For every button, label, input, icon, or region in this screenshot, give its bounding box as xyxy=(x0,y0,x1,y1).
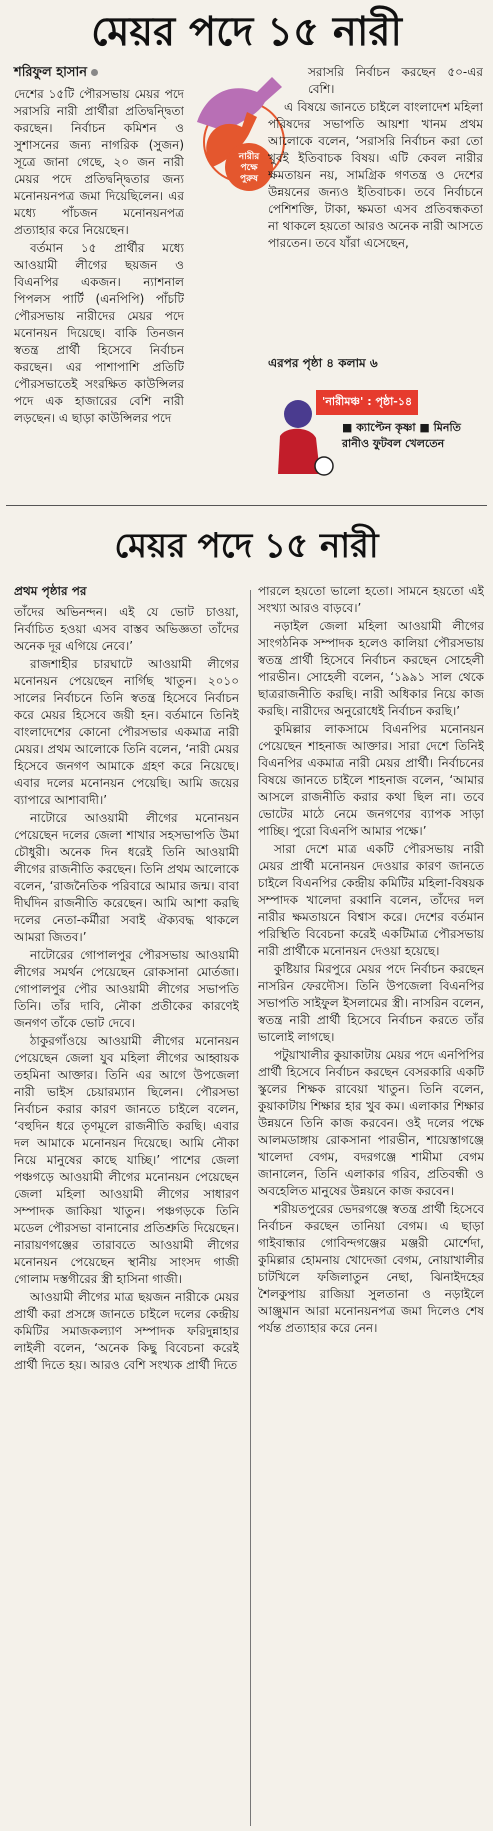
inside-col1-para: নাটোরে আওয়ামী লীগের মনোনয়ন পেয়েছেন দলের জেলা শাখার সহসভাপতি উমা চৌধুরী। অনেক দিন ধরেই তিনি আওয়ামী লীগের রাজনীতি করছেন। তিনি প্রথম আলোকে বলেন, ‘রাজনৈতিক পরিবারে আমার জন্ম। বাবা দীর্ঘদিন রাজনীতি করেছেন। আমি আশা করছি দলের নেতা-কর্মীরা সবাই ঐক্যবদ্ধ থাকলে আমরা জিতব।’ xyxy=(14,811,239,944)
front-col1-para: বর্তমান ১৫ প্রার্থীর মধ্যে আওয়ামী লীগের ছয়জন ও বিএনপির একজন। ন্যাশনাল পিপলস পার্টি (এনপিপি) পাঁচটি পৌরসভায় নারীদের মেয়র পদে মনোনয়ন দিয়েছে। বাকি তিনজন স্বতন্ত্র প্রার্থী হিসেবে নির্বাচন করছেন। এর পাশাপাশি প্রতিটি পৌরসভাতেই সংরক্ষিত কাউন্সিলর পদে এক হাজারের বেশি নারী লড়ছেন। এ ছাড়া কাউন্সিলর পদে xyxy=(14,241,184,425)
inside-col2-para: নড়াইল জেলা মহিলা আওয়ামী লীগের সাংগঠনিক সম্পাদক হলেও কালিয়া পৌরসভায় স্বতন্ত্র প্রার্থী হিসেবে নির্বাচন করছেন সোহেলী পারভীন। সোহেলী বলেন, ‘১৯৯১ সাল থেকে ছাত্ররাজনীতি করছি। নারী অধিকার নিয়ে কাজ করছি। নারীদের অনুরোধেই নির্বাচন করছি।’ xyxy=(258,619,484,718)
inside-col2-para: শরীয়তপুরের ভেদরগঞ্জে স্বতন্ত্র প্রার্থী হিসেবে নির্বাচন করছেন তানিয়া বেগম। এ ছাড়া গাইবান্ধার গোবিন্দগঞ্জের মঞ্জরী মোর্শেদা, কুমিল্লার হোমনায় খোদেজা বেগম, নোয়াখালীর চাটখিলে ফজিলাতুন নেছা, ঝিনাইদহের শৈলকুপায় রাজিয়া সুলতানা ও নড়াইলে আঞ্জুমান আরা মনোনয়নপত্র জমা দিলেও শেষ পর্যন্ত প্রত্যাহার করে নেন। xyxy=(258,1202,484,1335)
inside-column-2 xyxy=(258,583,484,1826)
front-col2-para: সরাসরি নির্বাচন করছেন ৫০-এর বেশি। xyxy=(308,65,483,96)
front-headline: মেয়র পদে ১৫ নারী xyxy=(91,8,402,55)
byline-name: শরিফুল হাসান xyxy=(14,65,87,80)
continued-from: প্রথম পৃষ্ঠার পর xyxy=(14,584,87,598)
byline xyxy=(14,63,98,84)
front-col1-para: দেশের ১৫টি পৌরসভায় মেয়র পদে সরাসরি নারী প্রার্থীরা প্রতিদ্বন্দ্বিতা করছেন। নির্বাচন কমিশন ও সুশাসনের জন্য নাগরিক (সুজন) সূত্রে জানা গেছে, ২০ জন নারী মেয়র পদে প্রতিদ্বন্দ্বিতার জন্য মনোনয়নপত্র জমা দিয়েছিলেন। এর মধ্যে পাঁচজন মনোনয়নপত্র প্রত্যাহার করে নিয়েছেন। xyxy=(14,87,184,237)
inside-col1-para: রাজশাহীর চারঘাটে আওয়ামী লীগের মনোনয়ন পেয়েছেন নার্গিছ খাতুন। ২০১০ সালের নির্বাচনে তিনি স্বতন্ত্র হিসেবে নির্বাচন করে মেয়র হিসেবে জয়ী হন। বর্তমানে তিনিই বাংলাদেশের কোনো পৌরসভার একমাত্র নারী মেয়র। প্রথম আলোকে তিনি বলেন, ‘নারী মেয়র হিসেবে জনগণ আমাকে গ্রহণ করে নিয়েছে। এবার দলের মনোনয়ন পেয়েছি। আমি জয়ের ব্যাপারে আশাবাদী।’ xyxy=(14,657,239,807)
inside-col2-para: পটুয়াখালীর কুয়াকাটায় মেয়র পদে এনপিপির প্রার্থী হিসেবে নির্বাচন করছেন বেসরকারি একটি স্কুলের শিক্ষক রাবেয়া খাতুন। তিনি বলেন, কুয়াকাটায় শিক্ষার হার খুব কম। এলাকার শিক্ষার উন্নয়নে তিনি কাজ করবেন। ওই দলের পক্ষে আলমডাঙ্গায় রোকসানা পারভীন, শায়েস্তাগঞ্জে খালেদা বেগম, বদরগঞ্জে শামীমা বেগম জানালেন, তিনি এলাকার গরিব, প্রতিবন্ধী ও অবহেলিত মানুষের উন্নয়নে কাজ করবেন। xyxy=(258,1048,484,1198)
inside-col1-para: আওয়ামী লীগের মাত্র ছয়জন নারীকে মেয়র প্রার্থী করা প্রসঙ্গে জানতে চাইলে দলের কেন্দ্রীয় কমিটির সমাজকল্যাণ সম্পাদক ফরিদুন্নাহার লাইলী বলেন, ‘অনেক কিছু বিবেচনা করেই প্রার্থী দিতে হয়। আরও বেশি সংখ্যক প্রার্থী দিতে xyxy=(14,1290,239,1372)
narimancha-promo[interactable] xyxy=(268,380,483,490)
front-column-1 xyxy=(14,86,184,518)
inside-col1-para: ঠাকুরগাঁওয়ে আওয়ামী লীগের মনোনয়ন পেয়েছেন জেলা যুব মহিলা লীগের আহ্বায়ক তহমিনা আক্তার। তিনি এর আগে উপজেলা নারী ভাইস চেয়ারম্যান ছিলেন। পৌরসভা নির্বাচন করার কারণ জানতে চাইলে বলেন, ‘বহুদিন ধরে তৃণমূলে রাজনীতি করছি। এবার দল আমাকে মনোনয়ন দিয়েছে। আমি নৌকা নিয়ে মানুষের কাছে যাচ্ছি।’ পাশের জেলা পঞ্চগড়ে আওয়ামী লীগের মনোনয়ন পেয়েছেন জেলা মহিলা আওয়ামী লীগের সাধারণ সম্পাদক জাকিয়া খাতুন। পঞ্চগড়কে তিনি মডেল পৌরসভা বানানোর প্রতিশ্রুতি দিয়েছেন। নারায়ণগঞ্জের তারাবতে আওয়ামী লীগের মনোনয়ন পেয়েছেন স্থানীয় সাংসদ গাজী গোলাম দস্তগীরের স্ত্রী হাসিনা গাজী। xyxy=(14,1034,239,1286)
inside-col2-para: কুষ্টিয়ার মিরপুরে মেয়র পদে নির্বাচন করছেন নাসরিন ফেরদৌস। তিনি উপজেলা বিএনপির সভাপতি সাইফুল ইসলামের স্ত্রী। নাসরিন বলেন, স্বতন্ত্র নারী প্রার্থী হিসেবে নির্বাচন করতে তাঁর ভালোই লাগছে। xyxy=(258,962,484,1044)
logo-caption: নারীর পক্ষে পুরুষ xyxy=(238,152,260,184)
inside-col1-para: নাটোরের গোপালপুর পৌরসভায় আওয়ামী লীগের সমর্থন পেয়েছেন রোকসানা মোর্তজা। গোপালপুর পৌর আওয়ামী লীগের সভাপতি তিনি। তাঁর দাবি, নৌকা প্রতীকের কারণেই জনগণ তাঁকে ভোট দেবে। xyxy=(14,948,239,1030)
inside-col1-para: তাঁদের অভিনন্দন। এই যে ভোট চাওয়া, নির্বাচিত হওয়া এসব বাস্তব অভিজ্ঞতা তাঁদের অনেক দূর এগিয়ে নেবে।’ xyxy=(14,605,239,653)
inside-column-1 xyxy=(14,604,239,1826)
column-divider xyxy=(250,590,251,1826)
byline-dot-icon xyxy=(91,69,98,76)
section-divider xyxy=(6,505,487,506)
continued-note: এরপর পৃষ্ঠা ৪ কলাম ৬ xyxy=(268,356,378,370)
front-col2-para: এ বিষয়ে জানতে চাইলে বাংলাদেশ মহিলা পরিষদের সভাপতি আয়শা খানম প্রথম আলোকে বলেন, ‘সরাসরি নির্বাচন করা তো খুবই ইতিবাচক বিষয়। এটি কেবল নারীর ক্ষমতায়ন নয়, সামগ্রিক গণতন্ত্র ও দেশের উন্নয়নের জন্যও ইতিবাচক। তবে নির্বাচনে পেশিশক্তি, টাকা, ক্ষমতা এসব প্রতিবন্ধকতা না থাকলে হয়তো আরও অনেক নারী আসতে পারতেন। তবে যাঁরা এসেছেন, xyxy=(268,100,483,250)
promo-text: ■ ক্যাপ্টেন কৃষ্ণা ■ মিনতি রানীও ফুটবল খেলতেন xyxy=(342,421,461,450)
inside-col2-para: সারা দেশে মাত্র একটি পৌরসভায় নারী মেয়র প্রার্থী মনোনয়ন দেওয়ার কারণ জানতে চাইলে বিএনপির কেন্দ্রীয় কমিটির মহিলা-বিষয়ক সম্পাদক খালেদা রব্বানি বলেন, তাঁদের দল নারীর ক্ষমতায়নে বিশ্বাস করে। দেশের বর্তমান পরিস্থিতি বিবেচনা করেই একটিমাত্র পৌরসভায় নারী প্রার্থীকে মনোনয়ন দেওয়া হয়েছে। xyxy=(258,842,484,958)
promo-tag: 'নারীমঞ্চ' : পৃষ্ঠা-১৪ xyxy=(316,390,418,415)
inside-col2-para: কুমিল্লার লাকসামে বিএনপির মনোনয়ন পেয়েছেন শাহনাজ আক্তার। সারা দেশে তিনিই বিএনপির একমাত্র নারী মেয়র প্রার্থী। নির্বাচনের বিষয়ে জানতে চাইলে শাহনাজ বলেন, ‘আমার আসলে রাজনীতি করার কথা ছিল না। তবে ভোটের মাঠে নেমে জনগণের ব্যাপক সাড়া পাচ্ছি। পুরো বিএনপি আমার পক্ষে।’ xyxy=(258,722,484,838)
front-column-2 xyxy=(268,64,483,352)
inside-col2-para: পারলে হয়তো ভালো হতো। সামনে হয়তো এই সংখ্যা আরও বাড়বে।’ xyxy=(258,584,484,615)
inside-headline: মেয়র পদে ১৫ নারী xyxy=(114,526,379,566)
